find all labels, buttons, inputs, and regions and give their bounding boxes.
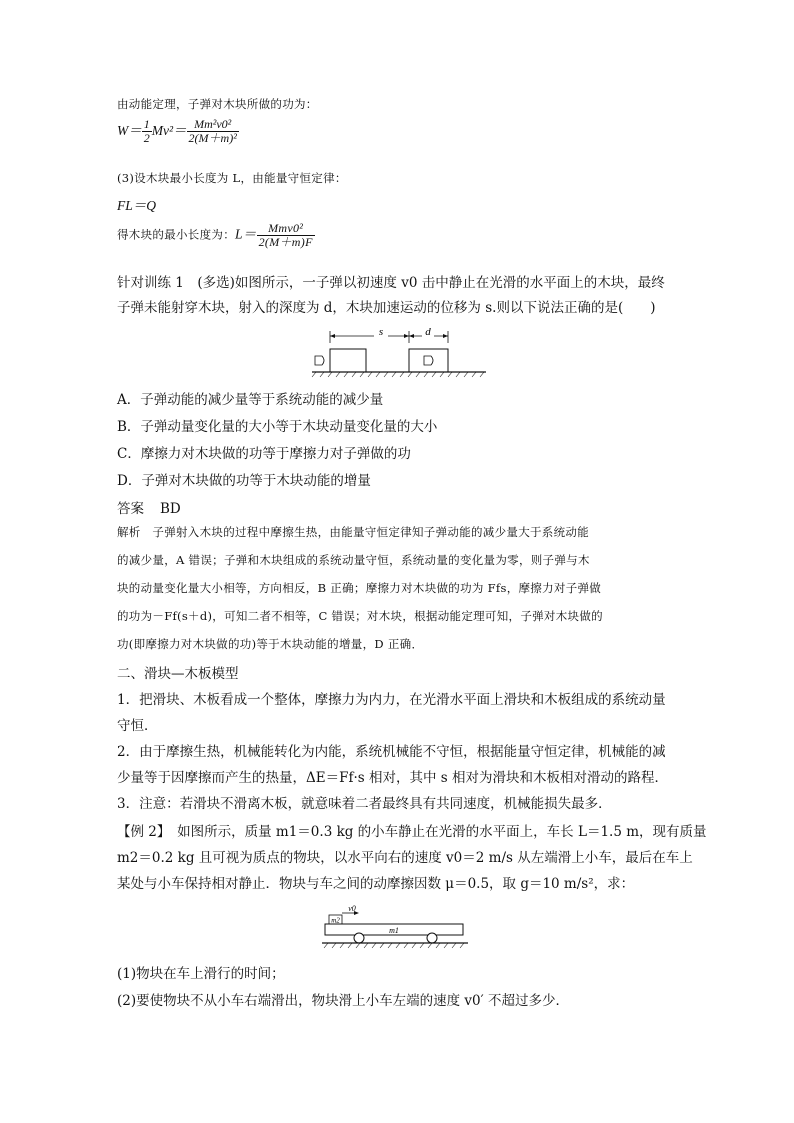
block-initial <box>330 349 366 372</box>
exercise1-stem-line2: 子弹未能射穿木块，射入的深度为 d，木块加速运动的位移为 s.则以下说法正确的是( ) <box>117 300 656 316</box>
half-fraction: $\frac{1}{2}$ <box>143 117 150 145</box>
section2-point-1a: 1．把滑块、木板看成一个整体，摩擦力为内力，在光滑水平面上滑块和木板组成的系统动量 <box>117 692 666 708</box>
analysis-line-4: 的功为－Ff(s＋d)，可知二者不相等，C 错误；对木块，根据动能定理可知，子弹对木块做的 <box>117 609 603 623</box>
bullet-initial <box>315 356 324 365</box>
example2-line-3: 某处与小车保持相对静止．物块与车之间的动摩擦因数 μ＝0.5，取 g＝10 m/s²，求： <box>117 876 635 892</box>
left-wheel <box>354 933 364 943</box>
option-a: A．子弹动能的减少量等于系统动能的减少量 <box>117 392 384 408</box>
work-formula <box>117 118 239 145</box>
mass-m2-label: m2 <box>331 916 340 925</box>
velocity-v0-label: v0 <box>348 904 356 913</box>
section2-heading: 二、滑块—木板模型 <box>117 666 239 682</box>
displacement-s-label: s <box>378 326 384 338</box>
work-formula-mid: Mv²＝ <box>151 123 187 138</box>
option-b: B．子弹动量变化量的大小等于木块动量变化量的大小 <box>117 419 438 435</box>
min-length-line <box>117 222 315 249</box>
cart-block-figure <box>322 903 468 949</box>
section2-point-3: 3．注意：若滑块不滑离木板，就意味着二者最终具有共同速度，机械能损失最多． <box>117 796 612 812</box>
question-2: (2)要使物块不从小车右端滑出，物块滑上小车左端的速度 v0′ 不超过多少． <box>117 993 569 1009</box>
min-length-text: 得木块的最小长度为： <box>117 227 235 242</box>
option-c: C．摩擦力对木块做的功等于摩擦力对子弹做的功 <box>117 446 411 462</box>
answer-label: 答案 <box>117 501 144 517</box>
mass-m1-label: m1 <box>389 926 399 935</box>
work-fraction: $\frac{\text{Mm²v0²}}{\text{2(M＋m)²}}$ <box>188 117 237 145</box>
answer-value: BD <box>160 501 181 517</box>
example2-line-2: m2＝0.2 kg 且可视为质点的物块，以水平向右的速度 v0＝2 m/s 从左端滑上小车，最后在车上 <box>117 850 693 866</box>
min-length-fraction: $\frac{\text{Mmv0²}}{2(M+m)F}$ <box>258 221 313 249</box>
example2-line-1: 【例 2】 如图所示，质量 m1＝0.3 kg 的小车静止在光滑的水平面上，车长 L＝1.5 m，现有质量 <box>117 824 707 840</box>
section2-point-2a: 2．由于摩擦生热，机械能转化为内能，系统机械能不守恒，根据能量守恒定律，机械能的减 <box>117 744 666 760</box>
kinetic-theorem-line: 由动能定理，子弹对木块所做的功为： <box>117 97 318 111</box>
option-d: D．子弹对木块做的功等于木块动能的增量 <box>117 473 371 489</box>
depth-d-label: d <box>425 326 431 338</box>
work-formula-lhs: W＝ <box>117 123 142 138</box>
section2-point-1b: 守恒． <box>117 718 158 734</box>
bullet-embedded <box>424 356 433 365</box>
energy-equation: FL＝Q <box>117 198 157 213</box>
analysis-line-2: 的减少量，A 错误；子弹和木块组成的系统动量守恒，系统动量的变化量为零，则子弹与木 <box>117 553 590 567</box>
part3-line: (3)设木块最小长度为 L，由能量守恒定律： <box>117 171 347 185</box>
analysis-line-3: 块的动量变化量大小相等，方向相反，B 正确；摩擦力对木块做的功为 Ffs，摩擦力对子弹做 <box>117 581 602 595</box>
section2-point-2b: 少量等于因摩擦而产生的热量，ΔE＝Ff·s 相对，其中 s 相对为滑块和木板相对滑动的路程． <box>117 770 668 786</box>
analysis-line-1: 解析 子弹射入木块的过程中摩擦生热，由能量守恒定律知子弹动能的减少量大于系统动能 <box>117 525 589 539</box>
right-wheel <box>427 933 437 943</box>
bullet-block-figure <box>310 322 490 380</box>
min-length-lhs: L＝ <box>235 226 257 242</box>
analysis-line-5: 功(即摩擦力对木块做的功)等于木块动能的增量，D 正确． <box>117 637 424 651</box>
question-1: (1)物块在车上滑行的时间； <box>117 966 285 982</box>
answer-line <box>117 497 181 517</box>
exercise1-stem-line1: 针对训练 1 (多选)如图所示，一子弹以初速度 v0 击中静止在光滑的水平面上的木块，最终 <box>117 275 665 291</box>
